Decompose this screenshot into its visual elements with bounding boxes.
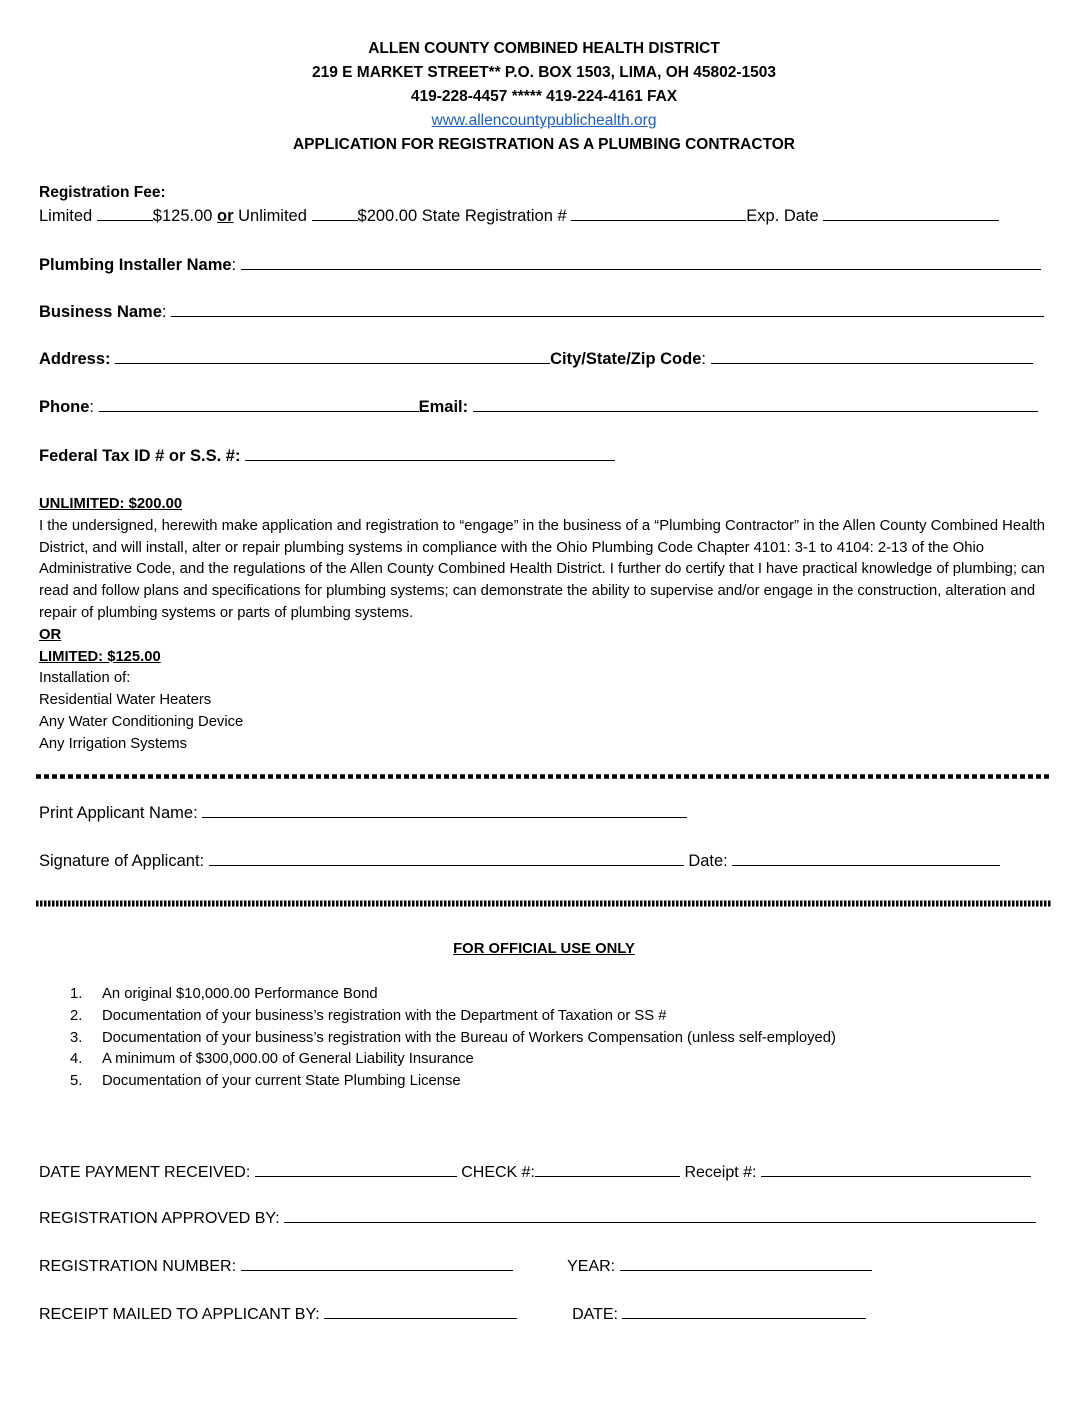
- colon: :: [89, 398, 95, 416]
- asterisk-separator: [36, 900, 1052, 907]
- date-payment-field[interactable]: [255, 1175, 457, 1177]
- website-link[interactable]: www.allencountypublichealth.org: [431, 112, 657, 129]
- unlimited-heading: UNLIMITED: $200.00: [39, 496, 183, 512]
- unlimited-amount: $200.00 State Registration #: [357, 207, 567, 225]
- email-field[interactable]: [473, 410, 1038, 412]
- or-label: or: [217, 207, 234, 225]
- installer-name-row: [39, 256, 1041, 275]
- limited-line: Installation of:: [39, 670, 131, 687]
- limited-line: Any Water Conditioning Device: [39, 713, 244, 730]
- check-label: CHECK #:: [461, 1164, 535, 1181]
- list-item: 5. Documentation of your current State Plumbing License: [70, 1073, 461, 1090]
- unlimited-section: [39, 494, 1054, 756]
- phone-field[interactable]: [99, 410, 419, 412]
- business-name-label: Business Name: [39, 303, 162, 321]
- tax-id-label: Federal Tax ID # or S.S. #:: [39, 447, 241, 465]
- organization-name: ALLEN COUNTY COMBINED HEALTH DISTRICT: [368, 40, 720, 57]
- date-payment-label: DATE PAYMENT RECEIVED:: [39, 1164, 251, 1181]
- signature-row: [39, 852, 1000, 871]
- form-title: APPLICATION FOR REGISTRATION AS A PLUMBING CONTRACTOR: [292, 136, 796, 153]
- print-name-field[interactable]: [202, 816, 687, 818]
- phone-label: Phone: [39, 398, 90, 416]
- year-label: YEAR:: [567, 1258, 616, 1275]
- installer-name-label: Plumbing Installer Name: [39, 256, 232, 274]
- or-divider-label: OR: [39, 626, 62, 643]
- print-name-label: Print Applicant Name:: [39, 804, 198, 822]
- colon: :: [161, 303, 167, 321]
- unlimited-description: I the undersigned, herewith make application and registration to “engage” in the business of a “Plumbing Contractor” in the Allen County Combined Health District, and will install, alter or repair plumbing systems in compliance with the Ohio Plumbing Code Chapter 4101: 3-1 to 4104: 2-13 of the Ohio Administrative Code, and the regulations of the Allen County Combined Health District. I further do certify that I have practical knowledge of plumbing; can read and follow plans and specifications for plumbing systems; can demonstrate the ability to supervise and/or engage in the construction, alteration and repair of plumbing systems or parts of plumbing systems.: [39, 517, 1045, 621]
- state-registration-field[interactable]: [571, 219, 746, 221]
- mailed-date-label: DATE:: [572, 1306, 618, 1323]
- exp-date-field[interactable]: [823, 219, 999, 221]
- limited-checkbox-line[interactable]: [97, 219, 153, 221]
- organization-phones: 419-228-4457 ***** 419-224-4161 FAX: [410, 88, 678, 105]
- business-name-row: [39, 303, 1044, 322]
- signature-date-field[interactable]: [732, 864, 1000, 866]
- dashed-separator: [36, 774, 1052, 779]
- limited-label: Limited: [39, 207, 93, 225]
- receipt-mailed-label: RECEIPT MAILED TO APPLICANT BY:: [39, 1306, 320, 1323]
- phone-row: [39, 398, 1038, 417]
- list-item: 4. A minimum of $300,000.00 of General Liability Insurance: [70, 1051, 474, 1068]
- installer-name-field[interactable]: [241, 268, 1041, 270]
- print-name-row: [39, 804, 687, 823]
- registration-fee-label: Registration Fee:: [39, 184, 166, 201]
- limited-heading: LIMITED: $125.00: [39, 648, 161, 665]
- registration-fee-row: [39, 207, 999, 226]
- list-item: 2. Documentation of your business’s registration with the Department of Taxation or SS #: [70, 1007, 667, 1024]
- unlimited-label: Unlimited: [238, 207, 307, 225]
- tax-id-field[interactable]: [245, 459, 615, 461]
- receipt-label: Receipt #:: [684, 1164, 757, 1181]
- receipt-mailed-field[interactable]: [324, 1317, 517, 1319]
- email-label: Email:: [418, 398, 469, 416]
- unlimited-checkbox-line[interactable]: [312, 219, 358, 221]
- receipt-field[interactable]: [761, 1175, 1031, 1177]
- check-field[interactable]: [535, 1175, 680, 1177]
- payment-row: [39, 1164, 1031, 1182]
- signature-field[interactable]: [209, 864, 684, 866]
- city-state-zip-field[interactable]: [711, 362, 1033, 364]
- limited-line: Any Irrigation Systems: [39, 735, 188, 752]
- list-item: 1. An original $10,000.00 Performance Bond: [70, 986, 378, 1002]
- year-field[interactable]: [620, 1269, 872, 1271]
- registration-number-field[interactable]: [241, 1269, 513, 1271]
- approved-by-field[interactable]: [284, 1221, 1036, 1223]
- tax-id-row: [39, 447, 615, 466]
- signature-label: Signature of Applicant:: [39, 852, 205, 870]
- limited-line: Residential Water Heaters: [39, 692, 212, 709]
- exp-date-label: Exp. Date: [746, 207, 819, 225]
- receipt-mailed-row: [39, 1306, 866, 1324]
- city-state-zip-label: City/State/Zip Code: [550, 350, 702, 368]
- mailed-date-field[interactable]: [622, 1317, 866, 1319]
- approved-by-label: REGISTRATION APPROVED BY:: [39, 1210, 280, 1227]
- colon: :: [701, 350, 706, 368]
- address-field[interactable]: [115, 362, 550, 364]
- business-name-field[interactable]: [171, 315, 1044, 317]
- organization-address: 219 E MARKET STREET** P.O. BOX 1503, LIMA, OH 45802-1503: [311, 64, 777, 81]
- colon: :: [231, 256, 237, 274]
- registration-number-row: [39, 1258, 872, 1276]
- registration-number-label: REGISTRATION NUMBER:: [39, 1258, 237, 1275]
- official-use-heading: FOR OFFICIAL USE ONLY: [453, 941, 635, 957]
- approved-row: [39, 1210, 1036, 1228]
- limited-amount: $125.00: [152, 207, 213, 225]
- address-row: [39, 350, 1033, 369]
- list-item: 3. Documentation of your business’s registration with the Bureau of Workers Compensation (unless self-employed): [70, 1029, 836, 1046]
- signature-date-label: Date:: [688, 852, 728, 870]
- address-label: Address:: [39, 350, 111, 368]
- official-checklist: [70, 984, 836, 1093]
